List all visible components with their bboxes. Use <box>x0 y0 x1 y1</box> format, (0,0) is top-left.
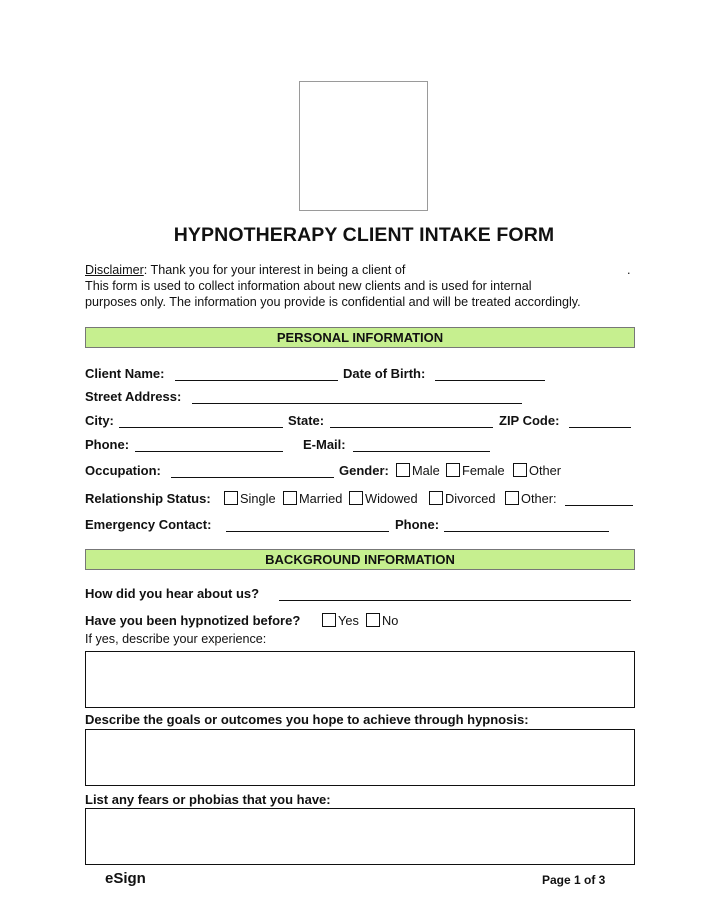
client-name-field[interactable] <box>175 380 338 381</box>
gender-female-checkbox[interactable] <box>446 463 460 477</box>
row-street <box>85 389 635 407</box>
disclaimer-trailing-mark: . <box>627 263 631 277</box>
row-city <box>85 413 635 431</box>
disclaimer-line-3: purposes only. The information you provide is confidential and will be treated accordingly. <box>85 295 581 309</box>
disclaimer-text-1: : Thank you for your interest in being a client of <box>143 263 406 277</box>
goals-textbox[interactable] <box>85 729 635 786</box>
zip-field[interactable] <box>569 427 631 428</box>
relationship-label: Relationship Status: <box>85 491 211 506</box>
zip-label: ZIP Code: <box>499 413 560 428</box>
section-header-personal: PERSONAL INFORMATION <box>85 327 635 348</box>
gender-female-label: Female <box>462 463 505 478</box>
disclaimer-line-1 <box>85 263 405 278</box>
relationship-other-label: Other: <box>521 491 557 506</box>
emergency-contact-field[interactable] <box>226 531 389 532</box>
hypnotized-no-label: No <box>382 613 399 628</box>
goals-label: Describe the goals or outcomes you hope to achieve through hypnosis: <box>85 712 529 727</box>
state-field[interactable] <box>330 427 493 428</box>
gender-label: Gender: <box>339 463 389 478</box>
row-emergency <box>85 517 635 535</box>
occupation-field[interactable] <box>171 477 334 478</box>
relationship-widowed-label: Widowed <box>365 491 418 506</box>
city-label: City: <box>85 413 114 428</box>
row-hear <box>85 586 635 604</box>
fears-label: List any fears or phobias that you have: <box>85 792 331 807</box>
row-phone <box>85 437 635 455</box>
email-label: E-Mail: <box>303 437 346 452</box>
relationship-married-label: Married <box>299 491 343 506</box>
describe-experience-label: If yes, describe your experience: <box>85 632 267 646</box>
page-number: Page 1 of 3 <box>542 873 606 887</box>
relationship-other-checkbox[interactable] <box>505 491 519 505</box>
state-label: State: <box>288 413 325 428</box>
gender-other-label: Other <box>529 463 562 478</box>
gender-male-label: Male <box>412 463 440 478</box>
relationship-married-checkbox[interactable] <box>283 491 297 505</box>
disclaimer-line-2: This form is used to collect information about new clients and is used for internal <box>85 279 532 293</box>
relationship-single-label: Single <box>240 491 276 506</box>
row-occupation <box>85 463 635 481</box>
occupation-label: Occupation: <box>85 463 161 478</box>
relationship-single-checkbox[interactable] <box>224 491 238 505</box>
gender-male-checkbox[interactable] <box>396 463 410 477</box>
street-label: Street Address: <box>85 389 182 404</box>
hear-label: How did you hear about us? <box>85 586 260 601</box>
phone-label: Phone: <box>85 437 130 452</box>
section-header-background: BACKGROUND INFORMATION <box>85 549 635 570</box>
dob-field[interactable] <box>435 380 545 381</box>
row-client-name <box>85 366 635 384</box>
row-relationship <box>85 491 635 509</box>
hypnotized-yes-checkbox[interactable] <box>322 613 336 627</box>
email-field[interactable] <box>353 451 490 452</box>
emergency-phone-label: Phone: <box>395 517 440 532</box>
fears-textbox[interactable] <box>85 808 635 865</box>
hypnotized-label: Have you been hypnotized before? <box>85 613 301 628</box>
hear-field[interactable] <box>279 600 631 601</box>
experience-textbox[interactable] <box>85 651 635 708</box>
hypnotized-no-checkbox[interactable] <box>366 613 380 627</box>
dob-label: Date of Birth: <box>343 366 426 381</box>
emergency-phone-field[interactable] <box>444 531 609 532</box>
row-hypnotized <box>85 613 635 631</box>
relationship-divorced-label: Divorced <box>445 491 496 506</box>
hypnotized-yes-label: Yes <box>338 613 359 628</box>
client-name-label: Client Name: <box>85 366 165 381</box>
logo-placeholder <box>299 81 428 211</box>
relationship-other-field[interactable] <box>565 505 633 506</box>
emergency-contact-label: Emergency Contact: <box>85 517 212 532</box>
esign-logo: eSign <box>105 870 146 887</box>
gender-other-checkbox[interactable] <box>513 463 527 477</box>
phone-field[interactable] <box>135 451 283 452</box>
relationship-widowed-checkbox[interactable] <box>349 491 363 505</box>
relationship-divorced-checkbox[interactable] <box>429 491 443 505</box>
disclaimer-label: Disclaimer <box>85 263 144 277</box>
street-field[interactable] <box>192 403 522 404</box>
form-title: HYPNOTHERAPY CLIENT INTAKE FORM <box>173 224 555 246</box>
city-field[interactable] <box>119 427 283 428</box>
